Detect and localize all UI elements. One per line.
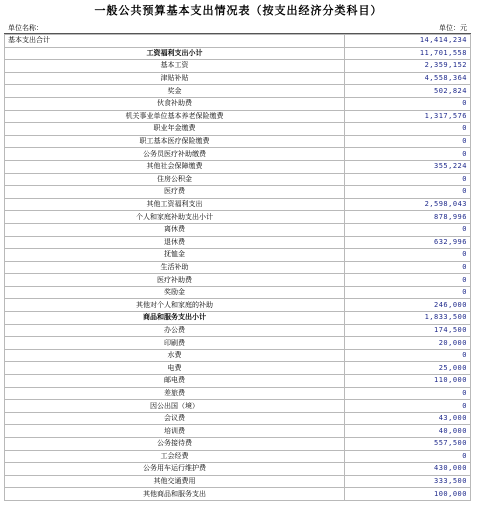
row-label: 公务用车运行维护费: [5, 463, 345, 476]
row-value: 0: [345, 387, 471, 400]
table-row: [5, 72, 471, 85]
row-label: 抚恤金: [5, 249, 345, 262]
row-value: 25,000: [345, 362, 471, 375]
row-label: 离休费: [5, 223, 345, 236]
row-label: 工会经费: [5, 450, 345, 463]
table-row: [5, 425, 471, 438]
row-value: 557,500: [345, 438, 471, 451]
table-row: [5, 286, 471, 299]
table-row: [5, 85, 471, 98]
row-value: 110,000: [345, 375, 471, 388]
table-row: [5, 463, 471, 476]
row-label: 生活补助: [5, 261, 345, 274]
row-value: 0: [345, 261, 471, 274]
row-label: 伙食补助费: [5, 97, 345, 110]
table-row: [5, 387, 471, 400]
row-label: 奖励金: [5, 286, 345, 299]
table-row: [5, 236, 471, 249]
table-row: [5, 337, 471, 350]
table-row: [5, 110, 471, 123]
row-value: 0: [345, 450, 471, 463]
row-label: 电费: [5, 362, 345, 375]
row-value: 430,000: [345, 463, 471, 476]
row-label: 办公费: [5, 324, 345, 337]
table-row: [5, 488, 471, 501]
currency-unit-label: 单位：元: [439, 24, 467, 32]
row-label: 其他商品和服务支出: [5, 488, 345, 501]
table-row: [5, 324, 471, 337]
row-value: 4,558,364: [345, 72, 471, 85]
table-row: [5, 274, 471, 287]
row-label: 因公出国（境）: [5, 400, 345, 413]
row-label: 印刷费: [5, 337, 345, 350]
table-row: [5, 349, 471, 362]
row-value: 0: [345, 173, 471, 186]
table-row: [5, 400, 471, 413]
row-value: 0: [345, 223, 471, 236]
table-row: [5, 186, 471, 199]
row-label: 个人和家庭补助支出小计: [5, 211, 345, 224]
table-row: [5, 97, 471, 110]
row-label: 职工基本医疗保险缴费: [5, 135, 345, 148]
table-row: [5, 173, 471, 186]
row-label: 机关事业单位基本养老保险缴费: [5, 110, 345, 123]
expenditure-table: [4, 34, 471, 501]
row-value: 1,833,500: [345, 312, 471, 325]
table-row: [5, 475, 471, 488]
row-label: 其他工资福利支出: [5, 198, 345, 211]
table-row: [5, 198, 471, 211]
row-value: 502,824: [345, 85, 471, 98]
row-label: 医疗费: [5, 186, 345, 199]
table-row: [5, 223, 471, 236]
table-row: [5, 375, 471, 388]
table-row: [5, 60, 471, 73]
table-row: [5, 312, 471, 325]
row-value: 246,000: [345, 299, 471, 312]
row-value: 0: [345, 286, 471, 299]
row-label: 水费: [5, 349, 345, 362]
row-label: 其他交通费用: [5, 475, 345, 488]
row-label: 商品和服务支出小计: [5, 312, 345, 325]
row-label: 医疗补助费: [5, 274, 345, 287]
row-label: 基本支出合计: [5, 35, 345, 48]
table-row: [5, 249, 471, 262]
row-value: 878,996: [345, 211, 471, 224]
row-label: 津贴补贴: [5, 72, 345, 85]
table-row: [5, 47, 471, 60]
row-value: 0: [345, 148, 471, 161]
table-row: [5, 148, 471, 161]
row-label: 公务接待费: [5, 438, 345, 451]
table-row: [5, 412, 471, 425]
row-value: 11,701,558: [345, 47, 471, 60]
table-row: [5, 160, 471, 173]
row-value: 0: [345, 400, 471, 413]
row-value: 355,224: [345, 160, 471, 173]
row-value: 333,500: [345, 475, 471, 488]
row-label: 住房公积金: [5, 173, 345, 186]
table-row: [5, 135, 471, 148]
row-label: 奖金: [5, 85, 345, 98]
row-value: 0: [345, 186, 471, 199]
row-value: 2,598,043: [345, 198, 471, 211]
table-row: [5, 35, 471, 48]
row-value: 0: [345, 274, 471, 287]
row-label: 基本工资: [5, 60, 345, 73]
row-value: 0: [345, 249, 471, 262]
table-row: [5, 450, 471, 463]
row-label: 培训费: [5, 425, 345, 438]
row-label: 退休费: [5, 236, 345, 249]
row-label: 公务员医疗补助缴费: [5, 148, 345, 161]
row-label: 工资福利支出小计: [5, 47, 345, 60]
table-row: [5, 299, 471, 312]
table-row: [5, 438, 471, 451]
table-row: [5, 362, 471, 375]
row-label: 会议费: [5, 412, 345, 425]
row-label: 邮电费: [5, 375, 345, 388]
row-value: 0: [345, 349, 471, 362]
row-label: 差旅费: [5, 387, 345, 400]
row-value: 40,000: [345, 425, 471, 438]
row-value: 174,500: [345, 324, 471, 337]
table-row: [5, 261, 471, 274]
row-value: 632,996: [345, 236, 471, 249]
table-row: [5, 211, 471, 224]
row-value: 0: [345, 123, 471, 136]
row-value: 2,359,152: [345, 60, 471, 73]
table-title: 一般公共预算基本支出情况表（按支出经济分类科目）: [94, 4, 383, 17]
row-value: 43,000: [345, 412, 471, 425]
row-value: 100,000: [345, 488, 471, 501]
row-value: 1,317,576: [345, 110, 471, 123]
row-label: 其他对个人和家庭的补助: [5, 299, 345, 312]
row-value: 0: [345, 97, 471, 110]
row-label: 职业年金缴费: [5, 123, 345, 136]
row-label: 其他社会保障缴费: [5, 160, 345, 173]
row-value: 0: [345, 135, 471, 148]
row-value: 20,000: [345, 337, 471, 350]
unit-name-label: 单位名称：: [8, 24, 43, 32]
row-value: 14,414,234: [345, 35, 471, 48]
table-row: [5, 123, 471, 136]
